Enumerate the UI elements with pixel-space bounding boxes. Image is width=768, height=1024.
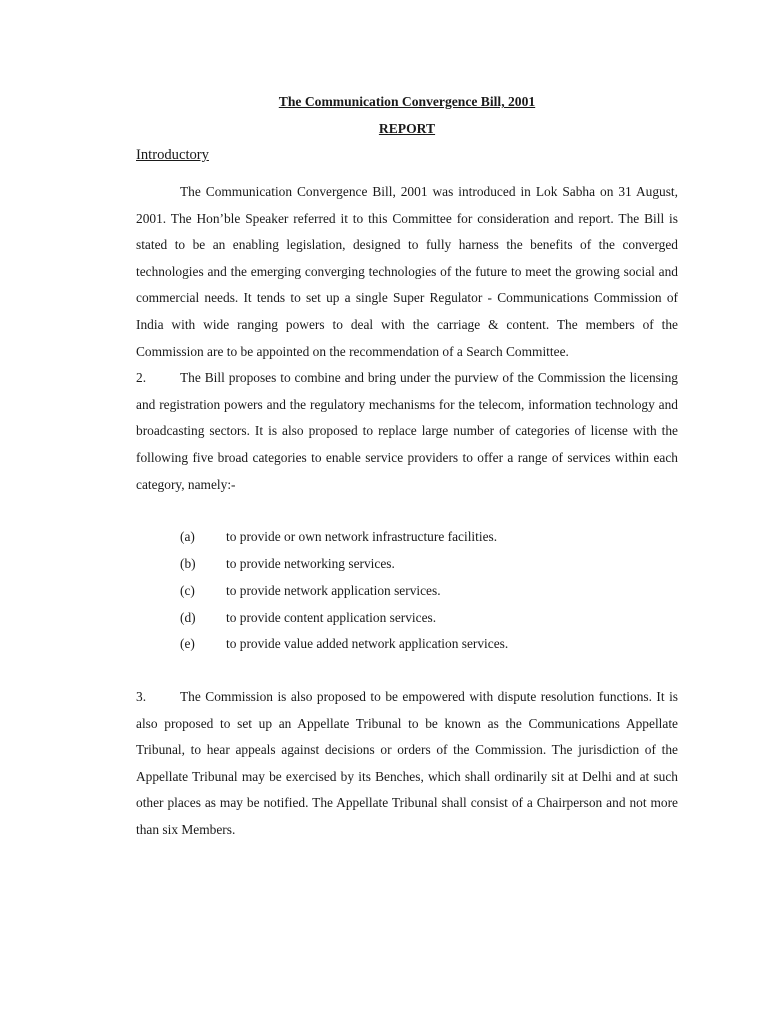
list-item-label: (c) xyxy=(180,582,195,598)
list-item xyxy=(180,578,678,605)
list-item xyxy=(180,524,678,551)
document-page xyxy=(136,88,678,844)
list-item-text: to provide value added network application services. xyxy=(226,636,509,652)
list-item-label: (e) xyxy=(180,636,195,652)
license-categories-list xyxy=(136,524,678,658)
list-item-label: (d) xyxy=(180,609,196,625)
list-item xyxy=(180,605,678,632)
document-title: The Communication Convergence Bill, 2001 xyxy=(278,94,536,109)
list-item-text: to provide network application services. xyxy=(226,582,441,598)
paragraph-3-text: The Commission is also proposed to be empowered with dispute resolution functions. It is also proposed to set up an Appellate Tribunal to be known as the Communications Appellate Tribunal, to hear appeals against decisions or orders of the Commission. The jurisdiction of the Appellate Tribunal may be exercised by its Benches, which shall ordinarily sit at Delhi and at such other places as may be notified. The Appellate Tribunal shall consist of a Chairperson and not more than six Members. xyxy=(136,689,678,838)
paragraph-1: The Communication Convergence Bill, 2001 was introduced in Lok Sabha on 31 August, 2001. The Hon’ble Speaker referred it to this Committee for consideration and report. The Bill is stated to be an enabling legislation, designed to fully harness the benefits of the converged technologies and the emerging converging technologies of the future to meet the growing social and commercial needs. It tends to set up a single Super Regulator - Communications Commission of India with wide ranging powers to deal with the carriage & content. The members of the Commission are to be appointed on the recommendation of a Search Committee. xyxy=(136,184,678,359)
list-item xyxy=(180,551,678,578)
paragraph-2 xyxy=(136,365,678,498)
section-heading-introductory: Introductory xyxy=(136,147,209,163)
paragraph-2-number: 2. xyxy=(136,370,147,386)
report-heading: REPORT xyxy=(378,121,436,136)
list-item-label: (a) xyxy=(180,529,195,545)
list-item-text: to provide content application services. xyxy=(226,609,437,625)
list-item-text: to provide networking services. xyxy=(226,555,395,571)
paragraph-2-text: The Bill proposes to combine and bring under the purview of the Commission the licensing and registration powers and the regulatory mechanisms for the telecom, information technology and broadcasting sectors. It is also proposed to replace large number of categories of license with the following five broad categories to enable service providers to offer a range of services within each category, namely:- xyxy=(136,370,678,492)
paragraph-3-number: 3. xyxy=(136,689,147,705)
paragraph-3 xyxy=(136,684,678,844)
list-item-label: (b) xyxy=(180,555,196,571)
list-item xyxy=(180,631,678,658)
list-item-text: to provide or own network infrastructure facilities. xyxy=(226,529,498,545)
